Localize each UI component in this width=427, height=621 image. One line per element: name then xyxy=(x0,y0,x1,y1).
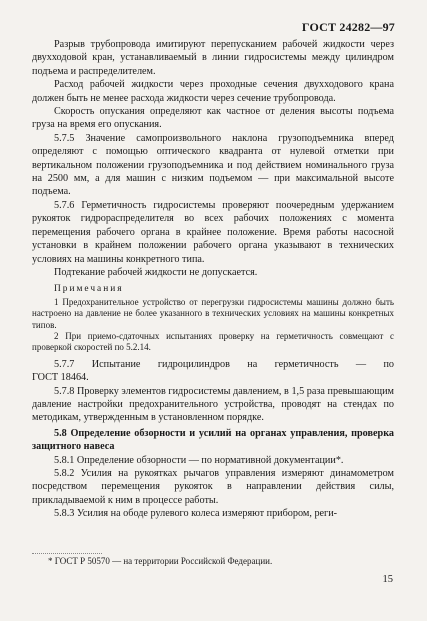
paragraph-5-8-1: 5.8.1 Определение обзорности — по нормативной документации*. xyxy=(54,454,344,466)
page-number: 15 xyxy=(382,574,393,585)
paragraph-5-7-7-cont: ГОСТ 18464. xyxy=(32,372,89,384)
paragraph-5-7-7: 5.7.7 Испытание гидроцилиндров на герметичность — по xyxy=(54,358,394,370)
footnote: * ГОСТ Р 50570 — на территории Российской Федерации. xyxy=(48,556,273,566)
paragraph-5-8-3: 5.8.3 Усилия на ободе рулевого колеса измеряют прибором, реги- xyxy=(54,508,338,520)
notes-title: Примечания xyxy=(54,284,124,295)
paragraph-5-7-8: 5.7.8 Проверку элементов гидросистемы давлением, в 1,5 раза превышающим давление настройки предохранительного устройства, проводят на стендах по методикам, утвержденным в установленном порядке. xyxy=(32,385,394,424)
paragraph: Разрыв трубопровода имитируют перепусканием рабочей жидкости через двухходовой кран, устанавливаемый в линии гидросистемы между цилиндром подъема и распределителем. xyxy=(32,39,394,77)
paragraph: Подтекание рабочей жидкости не допускается. xyxy=(54,266,258,278)
paragraph-5-7-6: 5.7.6 Герметичность гидросистемы проверяют поочередным удержанием рукояток гидрораспределителя во всех рабочих положениях с момента перемещения рабочего органа в крайнее положение. Время работы насосной установки в крайнем положении рабочего органа указывают в технических условиях на машины конкретного типа. xyxy=(32,199,394,265)
paragraph-5-7-5: 5.7.5 Значение самопроизвольного наклона грузоподъемника вперед определяют с помощью оптического квадранта от нулевой отметки при вертикальном положении грузоподъемника и под действием номинального груза на 2500 мм, а для машин с низким подъемом — при максимальной высоте подъема. xyxy=(32,132,394,198)
paragraph: Расход рабочей жидкости через проходные сечения двухходового крана должен быть не менее расхода жидкости через сечение трубопровода. xyxy=(32,79,394,104)
paragraph: Скорость опускания определяют как частное от деления высоты подъема груза на время его опускания. xyxy=(32,106,394,131)
section-heading-5-8: 5.8 Определение обзорности и усилий на органах управления, проверка защитного навеса xyxy=(32,427,394,453)
note-item: 2 При приемо-сдаточных испытаниях проверку на герметичность совмещают с проверкой скоростей по 5.2.14. xyxy=(32,330,394,353)
note-item: 1 Предохранительное устройство от перегрузки гидросистемы машины должно быть настроено на давление не более указанного в технических условиях на машины конкретных типов. xyxy=(32,296,394,330)
page-body xyxy=(32,38,394,521)
standard-header: ГОСТ 24282—97 xyxy=(301,20,395,34)
paragraph-5-8-2: 5.8.2 Усилия на рукоятках рычагов управления измеряют динамометром посредством перемещения рукояток в направлении действия силы, прикладываемой к ним в процессе работы. xyxy=(32,468,394,506)
footnote-divider xyxy=(32,553,102,554)
